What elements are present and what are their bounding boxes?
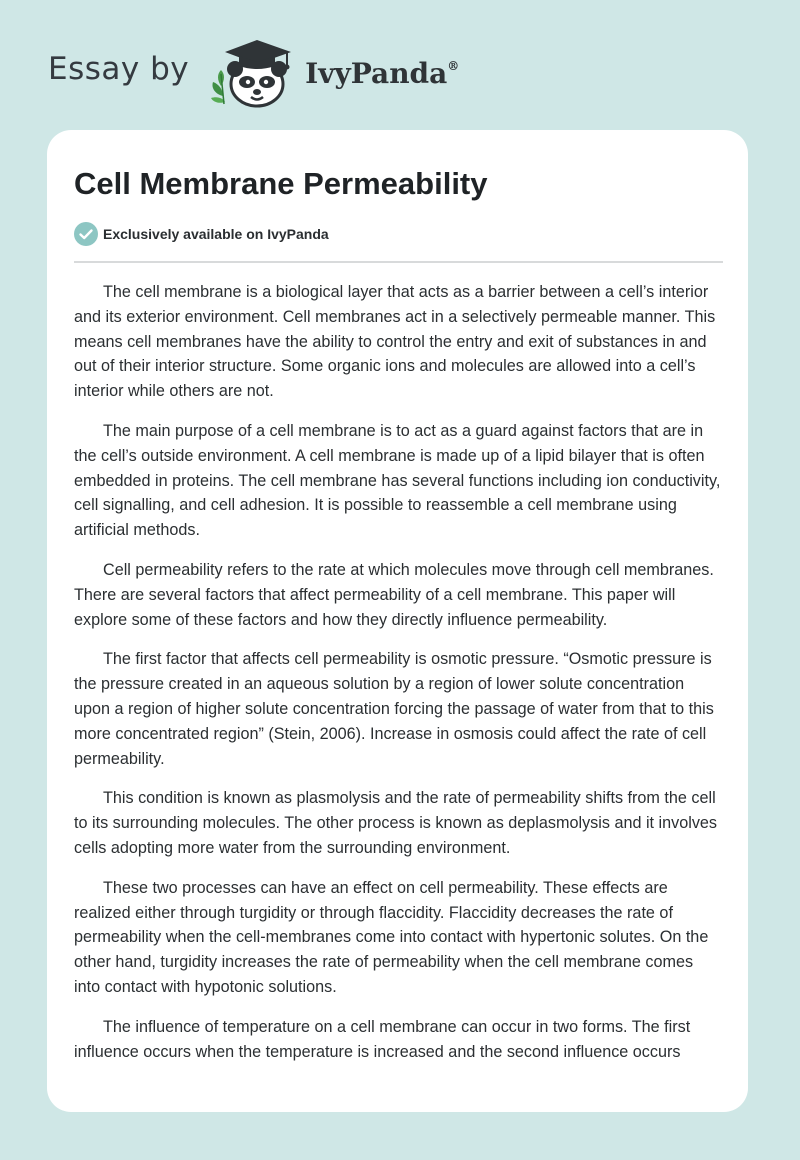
paragraph: Cell permeability refers to the rate at which molecules move through cell membranes. There are several factors that affect permeability of a cell membrane. This paper will explore some of these factors and how they directly influence permeability. (74, 560, 714, 629)
paragraph: These two processes can have an effect on cell permeability. These effects are realized either through turgidity or through flaccidity. Flaccidity decreases the rate of permeability when the cell-membranes come into contact with hypertonic solutes. On the other hand, turgidity increases the rate of permeability when the cell membrane comes into contact with hypotonic solutions. (74, 878, 709, 996)
paragraph: This condition is known as plasmolysis and the rate of permeability shifts from the cell to its surrounding molecules. The other process is known as deplasmolysis and it involves cells adopting more water from the surrounding environment. (74, 789, 718, 857)
page-title: Cell Membrane Permeability (74, 166, 488, 201)
panda-graduation-cap-icon (207, 34, 299, 110)
brand-name (305, 57, 459, 90)
essay-body (74, 280, 722, 1079)
registered-mark: ® (447, 58, 460, 73)
brand-label: IvyPanda (305, 56, 448, 90)
essay-card (47, 130, 748, 1112)
paragraph: The first factor that affects cell permeability is osmotic pressure. “Osmotic pressure is the pressure created in an aqueous solution by a region of lower solute concentration upon a region of higher solute concentration forcing the passage of water from that to this more concentrated region” (Stein, 2006). Increase in osmosis could affect the rate of cell permeability. (74, 650, 714, 768)
paragraph: The influence of temperature on a cell membrane can occur in two forms. The first influence occurs when the temperature is increased and the second influence occurs (74, 1017, 691, 1061)
site-header (48, 34, 459, 110)
divider (74, 261, 723, 263)
paragraph: The main purpose of a cell membrane is to act as a guard against factors that are in the cell’s outside environment. A cell membrane is made up of a lipid bilayer that is often embedded in proteins. The cell membrane has several functions including ion conductivity, cell signalling, and cell adhesion. It is possible to reassemble a cell membrane using artificial methods. (74, 421, 721, 540)
check-circle-icon (74, 222, 98, 246)
paragraph: The cell membrane is a biological layer that acts as a barrier between a cell’s interior and its exterior environment. Cell membranes act in a selectively permeable manner. This means cell membranes have the ability to control the entry and exit of substances in and out of their interior structure. Some organic ions and molecules are allowed into a cell’s interior while others are not. (74, 283, 716, 401)
exclusive-badge (74, 222, 329, 246)
essay-by-label: Essay by (48, 51, 190, 87)
exclusive-badge-label: Exclusively available on IvyPanda (103, 226, 329, 242)
